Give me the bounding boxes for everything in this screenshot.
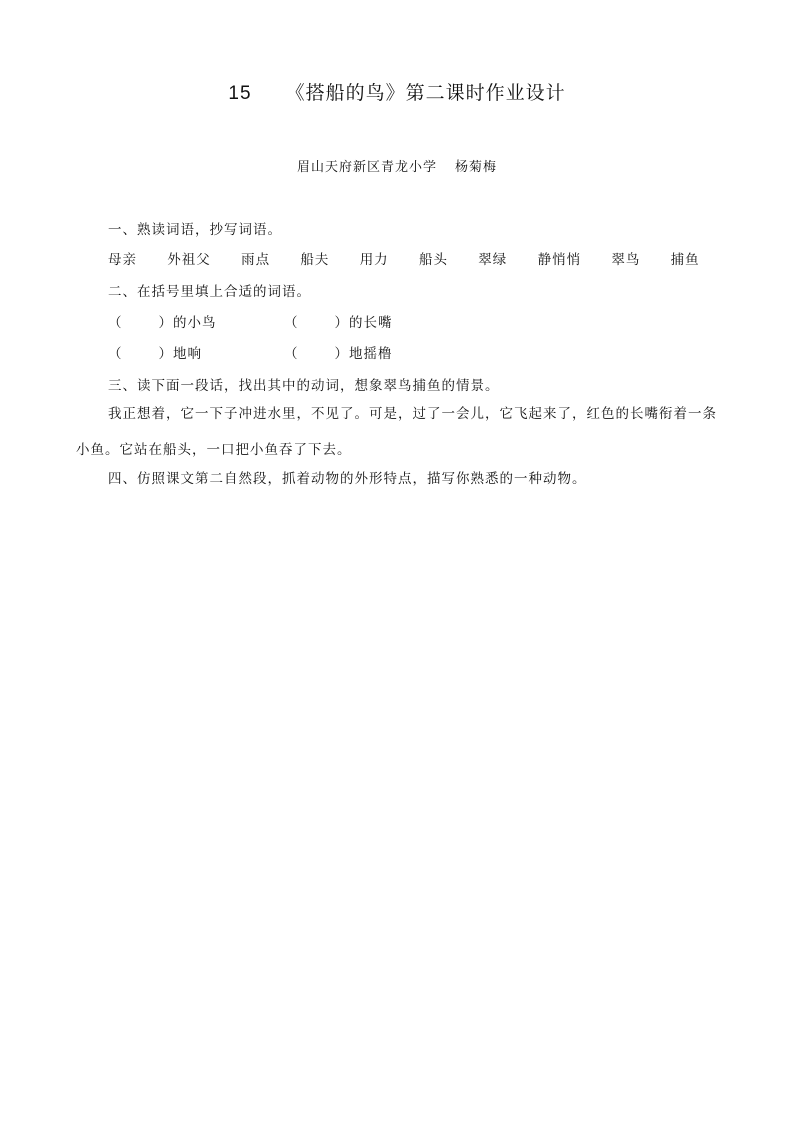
close-paren: ） (334, 346, 349, 362)
fill-blank-item (108, 342, 202, 362)
blank-suffix: 的小鸟 (173, 315, 217, 331)
fill-blank-item (284, 342, 393, 362)
lesson-number: 15 (228, 83, 252, 104)
open-paren: （ (284, 346, 299, 362)
fill-blank-item (284, 311, 393, 331)
page-title (0, 78, 794, 105)
open-paren: （ (284, 315, 299, 331)
word-item: 翠鸟 (611, 252, 641, 268)
q1-word-list (108, 248, 726, 268)
q3-passage (76, 396, 726, 468)
word-item: 翠绿 (478, 252, 508, 268)
open-paren: （ (108, 315, 123, 331)
word-item: 雨点 (241, 252, 271, 268)
blank-suffix: 地摇橹 (349, 346, 393, 362)
word-item: 船头 (418, 252, 448, 268)
blank-suffix: 的长嘴 (349, 315, 393, 331)
q3-heading: 三、读下面一段话，找出其中的动词，想象翠鸟捕鱼的情景。 (108, 378, 500, 394)
open-paren: （ (108, 346, 123, 362)
blank-suffix: 地响 (173, 346, 202, 362)
q4-heading: 四、仿照课文第二自然段，抓着动物的外形特点，描写你熟悉的一种动物。 (108, 471, 587, 487)
school-name: 眉山天府新区青龙小学 (296, 160, 437, 175)
word-item: 用力 (359, 252, 389, 268)
word-item: 静悄悄 (537, 252, 582, 268)
passage-text: 我正想着，它一下子冲进水里，不见了。可是，过了一会儿，它飞起来了，红色的长嘴衔着一条小鱼。它站在船头，一口把小鱼吞了下去。 (76, 406, 717, 458)
lesson-title: 《搭船的鸟》第二课时作业设计 (285, 82, 566, 104)
fill-blank-item (108, 311, 217, 331)
word-item: 船夫 (300, 252, 330, 268)
word-item: 母亲 (108, 252, 137, 268)
word-item: 捕鱼 (670, 252, 700, 268)
word-item: 外祖父 (167, 252, 211, 268)
author-line (0, 156, 794, 175)
close-paren: ） (158, 346, 173, 362)
q2-heading: 二、在括号里填上合适的词语。 (108, 284, 311, 300)
close-paren: ） (334, 315, 349, 331)
close-paren: ） (158, 315, 173, 331)
teacher-name: 杨菊梅 (455, 160, 498, 175)
q1-heading: 一、熟读词语，抄写词语。 (108, 222, 282, 238)
